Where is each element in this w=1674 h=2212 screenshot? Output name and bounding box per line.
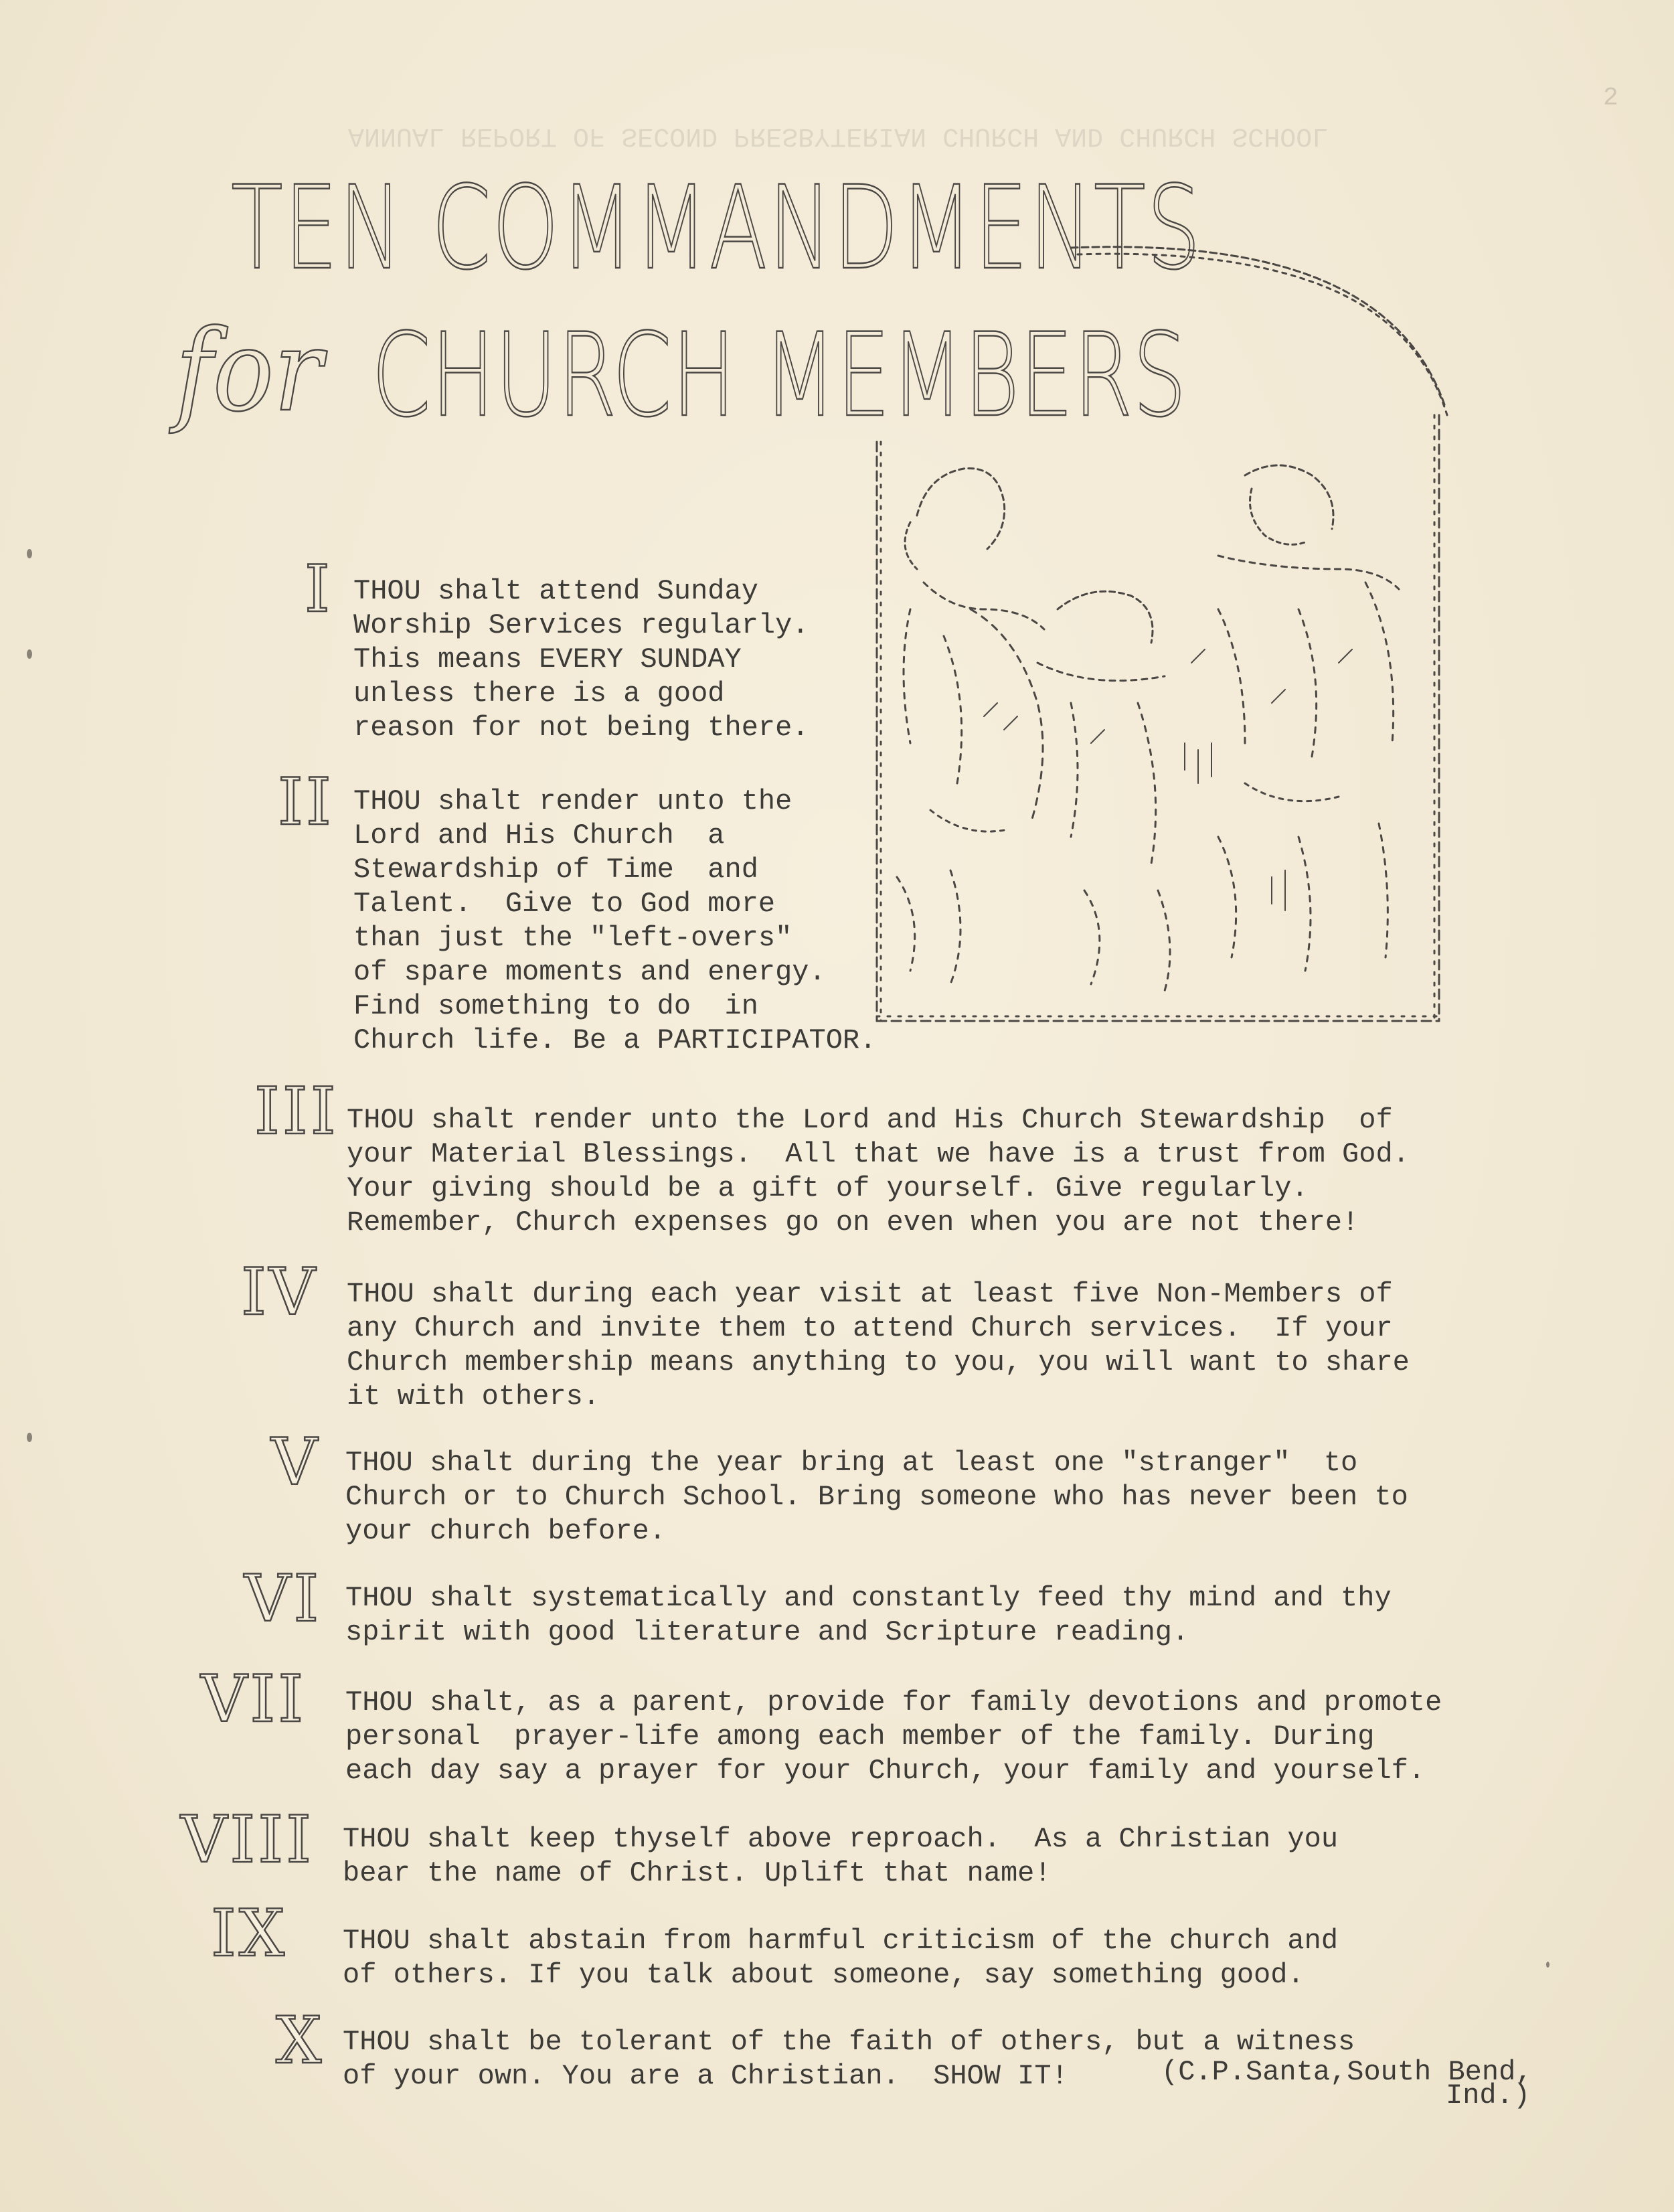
commandment-2-text: THOU shalt render unto the Lord and His Church a Stewardship of Time and Talent. Give to God more than just the "left-overs" of spare moments and energy. Find something to do in Church life. Be a PARTICIPATOR.: [353, 785, 877, 1056]
commandment-3-text: THOU shalt render unto the Lord and His Church Stewardship of your Material Blessings. All that we have is a trust from God. Your giving should be a gift of yourself. Give regularly. Remember, Church expenses go on even when you are not there!: [347, 1104, 1410, 1239]
numeral-2: II: [278, 765, 334, 840]
numeral-5: V: [271, 1425, 321, 1500]
numeral-10: X: [276, 2003, 325, 2078]
church-figures-illustration: [870, 234, 1459, 1038]
title-line-1: TEN COMMANDMENTS: [231, 161, 1202, 295]
numeral-8: VIII: [181, 1802, 315, 1877]
numeral-9: IX: [211, 1896, 288, 1971]
paper-speck: [27, 649, 32, 659]
commandment-5-text: THOU shalt during the year bring at least one "stranger" to Church or to Church School. Bring someone who has never been to your church before.: [345, 1447, 1408, 1547]
commandment-1-text: THOU shalt attend Sunday Worship Services regularly. This means EVERY SUNDAY unless there is a good reason for not being there.: [353, 575, 809, 744]
credit-line-2: Ind.): [1446, 2079, 1531, 2112]
commandment-9-text: THOU shalt abstain from harmful criticism of the church and of others. If you talk about someone, say something good.: [343, 1925, 1339, 1991]
numeral-4: IV: [241, 1255, 319, 1330]
bleed-through-text: ANNUAL REPORT OF SECOND PRESBYTERIAN CHURCH AND CHURCH SCHOOL: [348, 121, 1329, 151]
title-for: for: [175, 305, 323, 437]
commandment-7-text: THOU shalt, as a parent, provide for family devotions and promote personal prayer-life among each member of the family. During each day say a prayer for your Church, your family and yourself.: [345, 1686, 1442, 1787]
paper-speck: [27, 1433, 32, 1442]
numeral-6: VI: [244, 1561, 322, 1636]
commandment-4-text: THOU shalt during each year visit at least five Non-Members of any Church and invite them to attend Church services. If your Church membership means anything to you, you will want to share it with others.: [347, 1278, 1410, 1413]
numeral-1: I: [305, 552, 333, 627]
commandment-10-text: THOU shalt be tolerant of the faith of others, but a witness of your own. You are a Christian. SHOW IT!: [343, 2026, 1355, 2092]
commandment-8-text: THOU shalt keep thyself above reproach. As a Christian you bear the name of Christ. Uplift that name!: [343, 1823, 1339, 1889]
paper-speck: [1546, 1962, 1550, 1968]
page-number: 2: [1603, 84, 1618, 112]
paper-speck: [27, 549, 32, 558]
numeral-3: III: [254, 1074, 339, 1149]
title-line-2: CHURCH MEMBERS: [371, 308, 1187, 443]
numeral-7: VII: [201, 1662, 307, 1737]
credit-line-1: (C.P.Santa,South Bend,: [1161, 2056, 1533, 2088]
commandment-6-text: THOU shalt systematically and constantly feed thy mind and thy spirit with good literature and Scripture reading.: [345, 1582, 1392, 1648]
